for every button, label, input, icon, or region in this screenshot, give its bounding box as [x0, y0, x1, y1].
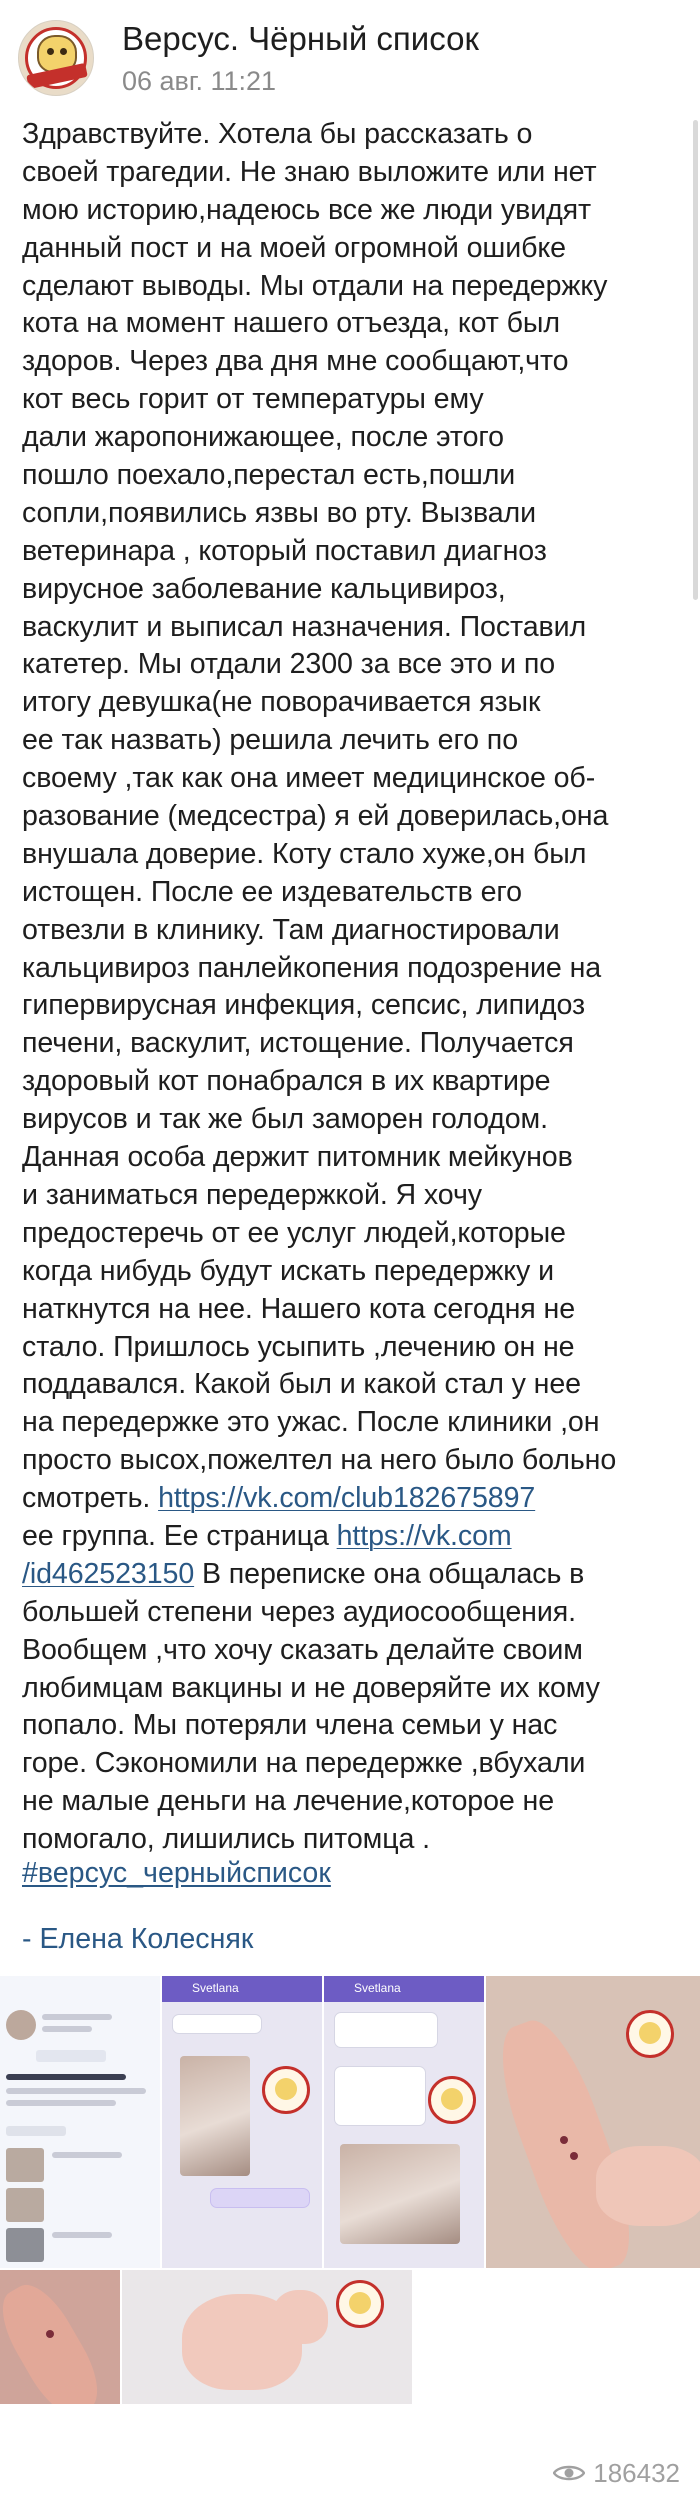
text-line: на передержке это ужас. После клиники ,он [22, 1406, 600, 1439]
eye-icon [553, 2463, 585, 2483]
message-bubble [334, 2066, 426, 2126]
post-date[interactable]: 06 авг. 11:21 [122, 66, 277, 96]
text-line: любимцам вакцины и не доверяйте их кому [22, 1671, 600, 1704]
text-line: горе. Сэкономили на передержке ,вбухали [22, 1747, 586, 1780]
hand [596, 2146, 700, 2226]
text-line: кота на момент нашего отъезда, кот был [22, 307, 560, 340]
cat-photo-in-chat [340, 2144, 460, 2244]
placeholder-line [52, 2232, 112, 2238]
wound [560, 2136, 568, 2144]
text-line: гипервирусная инфекция, сепсис, липидоз [22, 989, 585, 1022]
chat-contact-name: Svetlana [354, 1981, 401, 1995]
text-line: Здравствуйте. Хотела бы рассказать о [22, 118, 533, 150]
placeholder-line [6, 2100, 116, 2106]
profile-link-part2[interactable]: /id462523150 [22, 1557, 195, 1590]
text-line: сделают выводы. Мы отдали на передержку [22, 269, 608, 302]
message-bubble [334, 2012, 438, 2048]
text-fragment: В переписке она общалась в [194, 1557, 585, 1590]
photo-attachments [0, 1976, 700, 2446]
text-line: ветеринара , который поставил диагноз [22, 534, 547, 567]
text-line: предостеречь от ее услуг людей,которые [22, 1216, 566, 1249]
profile-avatar-thumb [6, 2010, 36, 2040]
watermark-logo [626, 2010, 674, 2058]
chat-header [162, 1976, 322, 2002]
text-line: дали жаропонижающее, после этого [22, 421, 504, 454]
text-line: поддавался. Какой был и какой стал у нее [22, 1368, 581, 1401]
views-count: 186432 [593, 2457, 680, 2488]
post-text [22, 116, 678, 1859]
views-counter [553, 2456, 680, 2490]
chat-header [324, 1976, 484, 2002]
text-line: здоровый кот понабрался в их квартире [22, 1065, 551, 1098]
hashtag-link[interactable]: #версус_черныйсписок [22, 1857, 331, 1889]
profile-link-part1[interactable]: https://vk.com [336, 1519, 512, 1552]
watermark-logo [262, 2066, 310, 2114]
text-line: Вообщем ,что хочу сказать делайте своим [22, 1633, 583, 1666]
text-line: и заниматься передержкой. Я хочу [22, 1178, 482, 1211]
cat-leg [0, 2274, 111, 2404]
text-line: своему ,так как она имеет медицинское об- [22, 762, 596, 795]
placeholder-line [42, 2014, 112, 2020]
placeholder-line [52, 2152, 122, 2158]
photo-cat-leg[interactable] [0, 2270, 120, 2404]
cat-photo-in-chat [180, 2056, 250, 2176]
text-line: большей степени через аудиосообщения. [22, 1595, 576, 1628]
group-avatar[interactable] [18, 20, 94, 96]
listing-thumb [6, 2188, 44, 2222]
cat-head [272, 2290, 328, 2344]
message-bubble [210, 2188, 310, 2208]
text-line: данный пост и на моей огромной ошибке [22, 231, 566, 264]
text-line: кальцивироз панлейкопения подозрение на [22, 951, 602, 984]
photo-sphynx-cat[interactable] [122, 2270, 412, 2404]
text-line: наткнутся на нее. Нашего кота сегодня не [22, 1292, 576, 1325]
text-line: катетер. Мы отдали 2300 за все это и по [22, 648, 556, 681]
placeholder-line [6, 2074, 126, 2080]
text-line: внушала доверие. Коту стало хуже,он был [22, 837, 587, 870]
text-line-with-link [22, 1480, 678, 1518]
wound [46, 2330, 54, 2338]
text-fragment: смотреть. [22, 1482, 159, 1515]
photo-screenshot-chat-1[interactable] [162, 1976, 322, 2268]
text-line: помогало, лишились питомца . [22, 1823, 430, 1856]
club-link[interactable]: https://vk.com/club182675897 [158, 1482, 536, 1515]
text-line: печени, васкулит, истощение. Получается [22, 1027, 574, 1060]
placeholder-line [42, 2026, 92, 2032]
watermark-logo [336, 2280, 384, 2328]
text-line: кот весь горит от температуры ему [22, 383, 484, 416]
message-bubble [172, 2014, 262, 2034]
text-line: истощен. После ее издевательств его [22, 875, 522, 908]
photo-cat-paw[interactable] [486, 1976, 700, 2268]
text-line: когда нибудь будут искать передержку и [22, 1254, 554, 1287]
chat-contact-name: Svetlana [192, 1981, 239, 1995]
author-signature[interactable]: - Елена Колесняк [22, 1923, 254, 1955]
text-line: васкулит и выписал назначения. Поставил [22, 610, 587, 643]
text-fragment: ее группа. Ее страница [22, 1519, 337, 1552]
listing-thumb [6, 2148, 44, 2182]
text-line: своей трагедии. Не знаю выложите или нет [22, 155, 597, 188]
placeholder-button [36, 2050, 106, 2062]
placeholder-line [6, 2088, 146, 2094]
text-line: мою историю,надеюсь все же люди увидят [22, 193, 592, 226]
text-line-with-link [22, 1518, 678, 1556]
text-line: отвезли в клинику. Там диагностировали [22, 913, 560, 946]
text-line: попало. Мы потеряли члена семьи у нас [22, 1709, 558, 1742]
text-line: стало. Пришлось усыпить ,лечению он не [22, 1330, 575, 1363]
text-line: ее так назвать) решила лечить его по [22, 724, 518, 757]
wound [570, 2152, 578, 2160]
photo-screenshot-chat-2[interactable] [324, 1976, 484, 2268]
listing-thumb [6, 2228, 44, 2262]
photo-screenshot-profile[interactable] [0, 1976, 160, 2268]
text-line: Данная особа держит питомник мейкунов [22, 1141, 573, 1174]
text-line: вирусное заболевание кальцивироз, [22, 572, 506, 605]
text-line: разование (медсестра) я ей доверилась,она [22, 800, 609, 833]
scrollbar[interactable] [693, 120, 698, 600]
text-line: итогу девушка(не поворачивается язык [22, 686, 541, 719]
group-name[interactable]: Версус. Чёрный список [122, 20, 479, 57]
text-line: вирусов и так же был заморен голодом. [22, 1103, 548, 1136]
text-line: просто высох,пожелтел на него было больно [22, 1444, 617, 1477]
placeholder-tab [6, 2126, 66, 2136]
text-line: сопли,появились язвы во рту. Вызвали [22, 496, 537, 529]
text-line: здоров. Через два дня мне сообщают,что [22, 345, 569, 378]
text-line: пошло поехало,перестал есть,пошли [22, 459, 516, 492]
text-line-with-link [22, 1556, 678, 1594]
watermark-logo [428, 2076, 476, 2124]
post-header [18, 14, 682, 100]
text-line: не малые деньги на лечение,которое не [22, 1785, 555, 1818]
